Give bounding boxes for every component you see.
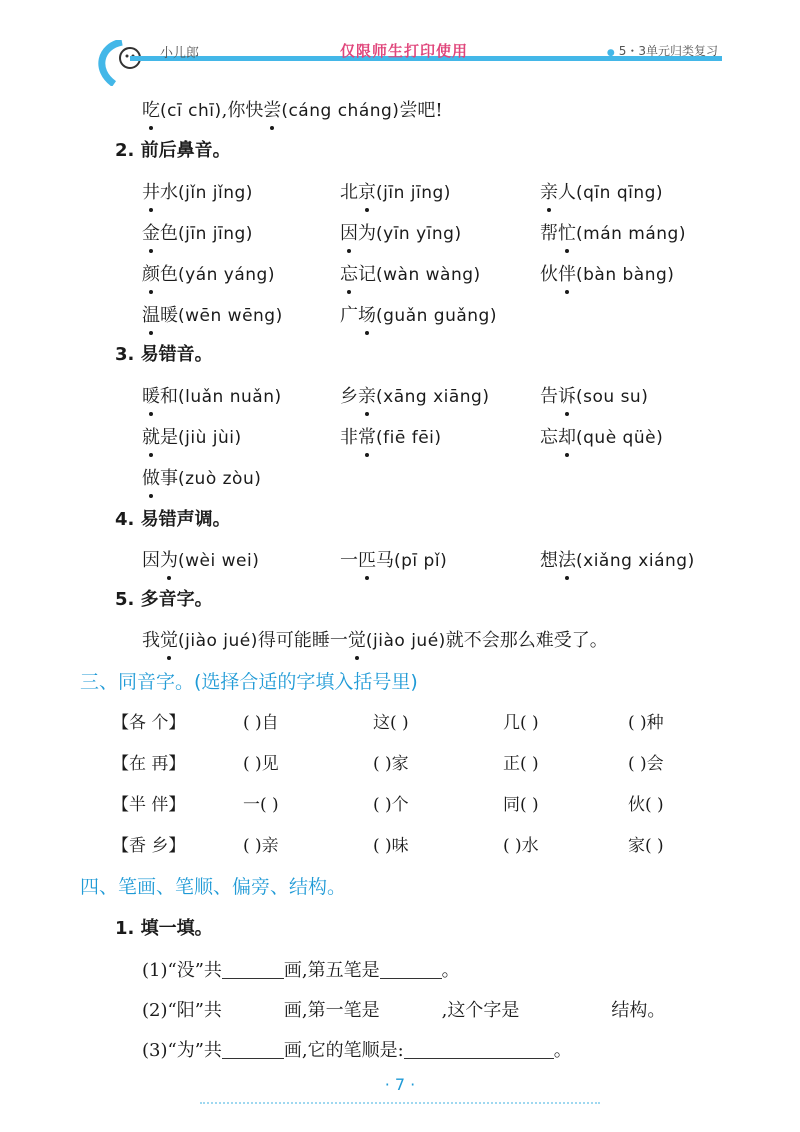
homophone-blank[interactable]: ( )自: [243, 713, 279, 733]
entry-pinyin: (wèi wei): [178, 551, 260, 571]
header-watermark: 仅限师生打印使用: [340, 42, 469, 60]
entry-pinyin: (sou su): [576, 387, 649, 407]
homophone-blank[interactable]: ( )亲: [243, 836, 279, 856]
entry-pinyin: (jīn jīng): [178, 224, 253, 244]
entry-pinyin: (pī pǐ): [394, 551, 448, 571]
pinyin-entry: [142, 382, 282, 408]
subheading-5: 5. 多音字。: [115, 589, 213, 610]
entry-word: 因为: [340, 223, 376, 244]
section-3-title: 三、同音字。(选择合适的字填入括号里): [80, 671, 418, 693]
homophone-blank[interactable]: ( )见: [243, 754, 279, 774]
entry-pinyin: (luǎn nuǎn): [178, 387, 282, 407]
pinyin-entry: [540, 219, 686, 245]
pinyin-entry: [340, 423, 442, 449]
homophone-blank[interactable]: ( )个: [373, 795, 409, 815]
blank-field[interactable]: [222, 960, 284, 979]
entry-word: 就是: [142, 427, 178, 448]
entry-pinyin: (xiǎng xiáng): [576, 551, 695, 571]
entry-pinyin: (guǎn guǎng): [376, 306, 497, 326]
homophone-blank[interactable]: 伙( ): [628, 795, 664, 815]
pinyin-entry: [340, 178, 451, 204]
blank-field[interactable]: [222, 1040, 284, 1059]
homophone-blank[interactable]: 正( ): [503, 754, 539, 774]
entry-word: 颜色: [142, 264, 178, 285]
entry-word: 温暖: [142, 305, 178, 326]
entry-pinyin: (mán máng): [576, 224, 686, 244]
pinyin-entry: [142, 178, 253, 204]
fill-item-1: (1)“没”共 画,第五笔是 。: [142, 960, 460, 981]
entry-pinyin: (jiù jùi): [178, 428, 242, 448]
pinyin-entry: [142, 464, 261, 490]
entry-word: 非常: [340, 427, 376, 448]
char: 吃: [142, 96, 160, 122]
entry-word: 想法: [540, 550, 576, 571]
blank-field[interactable]: [404, 1040, 554, 1059]
entry-word: 因为: [142, 550, 178, 571]
homophone-pair-label: 【半 伴】: [112, 795, 186, 815]
homophone-blank[interactable]: 家( ): [628, 836, 664, 856]
homophone-blank[interactable]: ( )会: [628, 754, 664, 774]
subheading-4: 4. 易错声调。: [115, 509, 231, 530]
entry-pinyin: (wēn wēng): [178, 306, 283, 326]
page-header: [0, 0, 800, 86]
pinyin-entry: [340, 382, 489, 408]
pinyin-entry: [540, 178, 663, 204]
entry-pinyin: (jǐn jǐng): [178, 183, 253, 203]
intro-line: 吃(cī chī),你快尝(cáng cháng)尝吧!: [142, 96, 443, 122]
subheading-4-1: 1. 填一填。: [115, 918, 213, 939]
section-4-title: 四、笔画、笔顺、偏旁、结构。: [80, 876, 347, 898]
entry-word: 井水: [142, 182, 178, 203]
fill-item-3: (3)“为”共 画,它的笔顺是: 。: [142, 1040, 572, 1061]
entry-pinyin: (wàn wàng): [376, 265, 481, 285]
entry-pinyin: (yīn yīng): [376, 224, 462, 244]
pinyin-entry: [540, 546, 695, 572]
entry-word: 金色: [142, 223, 178, 244]
header-chapter: ● 5・3单元归类复习: [607, 42, 718, 59]
entry-pinyin: (fiē fēi): [376, 428, 442, 448]
homophone-blank[interactable]: ( )种: [628, 713, 664, 733]
homophone-blank[interactable]: ( )味: [373, 836, 409, 856]
entry-pinyin: (jīn jīng): [376, 183, 451, 203]
entry-pinyin: (qīn qīng): [576, 183, 664, 203]
entry-word: 一匹马: [340, 550, 394, 571]
entry-word: 告诉: [540, 386, 576, 407]
entry-word: 忘却: [540, 427, 576, 448]
pinyin-entry: [142, 423, 242, 449]
homophone-blank[interactable]: 一( ): [243, 795, 279, 815]
entry-pinyin: (yán yáng): [178, 265, 275, 285]
pinyin-entry: [142, 301, 283, 327]
homophone-blank[interactable]: ( )家: [373, 754, 409, 774]
homophone-blank[interactable]: 同( ): [503, 795, 539, 815]
entry-word: 北京: [340, 182, 376, 203]
entry-word: 暖和: [142, 386, 178, 407]
pinyin-entry: [540, 382, 648, 408]
homophone-pair-label: 【香 乡】: [112, 836, 186, 856]
homophone-pair-label: 【在 再】: [112, 754, 186, 774]
pinyin-entry: [340, 301, 497, 327]
entry-word: 伙伴: [540, 264, 576, 285]
entry-pinyin: (bàn bàng): [576, 265, 675, 285]
subheading-2: 2. 前后鼻音。: [115, 140, 231, 161]
entry-pinyin: (xāng xiāng): [376, 387, 490, 407]
polyphone-line: 我觉(jiào jué)得可能睡一觉(jiào jué)就不会那么难受了。: [142, 626, 608, 652]
entry-word: 忘记: [340, 264, 376, 285]
entry-word: 广场: [340, 305, 376, 326]
pinyin-entry: [540, 260, 674, 286]
fill-item-2: (2)“阳”共 画,第一笔是 ,这个字是 结构。: [142, 1000, 666, 1021]
subheading-3: 3. 易错音。: [115, 344, 213, 365]
header-brand: 小儿郎: [160, 46, 200, 61]
pinyin-entry: [142, 260, 275, 286]
homophone-blank[interactable]: 几( ): [503, 713, 539, 733]
pinyin-entry: [340, 219, 462, 245]
pinyin-entry: [540, 423, 663, 449]
entry-pinyin: (zuò zòu): [178, 469, 262, 489]
entry-word: 亲人: [540, 182, 576, 203]
blank-field[interactable]: [380, 960, 442, 979]
homophone-blank[interactable]: ( )水: [503, 836, 539, 856]
entry-pinyin: (què qüè): [576, 428, 664, 448]
entry-word: 乡亲: [340, 386, 376, 407]
homophone-blank[interactable]: 这( ): [373, 713, 409, 733]
page-number: · 7 ·: [384, 1075, 416, 1094]
entry-word: 做事: [142, 468, 178, 489]
pinyin-entry: [340, 546, 447, 572]
entry-word: 帮忙: [540, 223, 576, 244]
homophone-pair-label: 【各 个】: [112, 713, 186, 733]
pinyin-entry: [340, 260, 481, 286]
mascot-logo-icon: [92, 40, 152, 86]
pinyin-entry: [142, 546, 259, 572]
footer-divider: [200, 1102, 600, 1106]
pinyin-entry: [142, 219, 253, 245]
